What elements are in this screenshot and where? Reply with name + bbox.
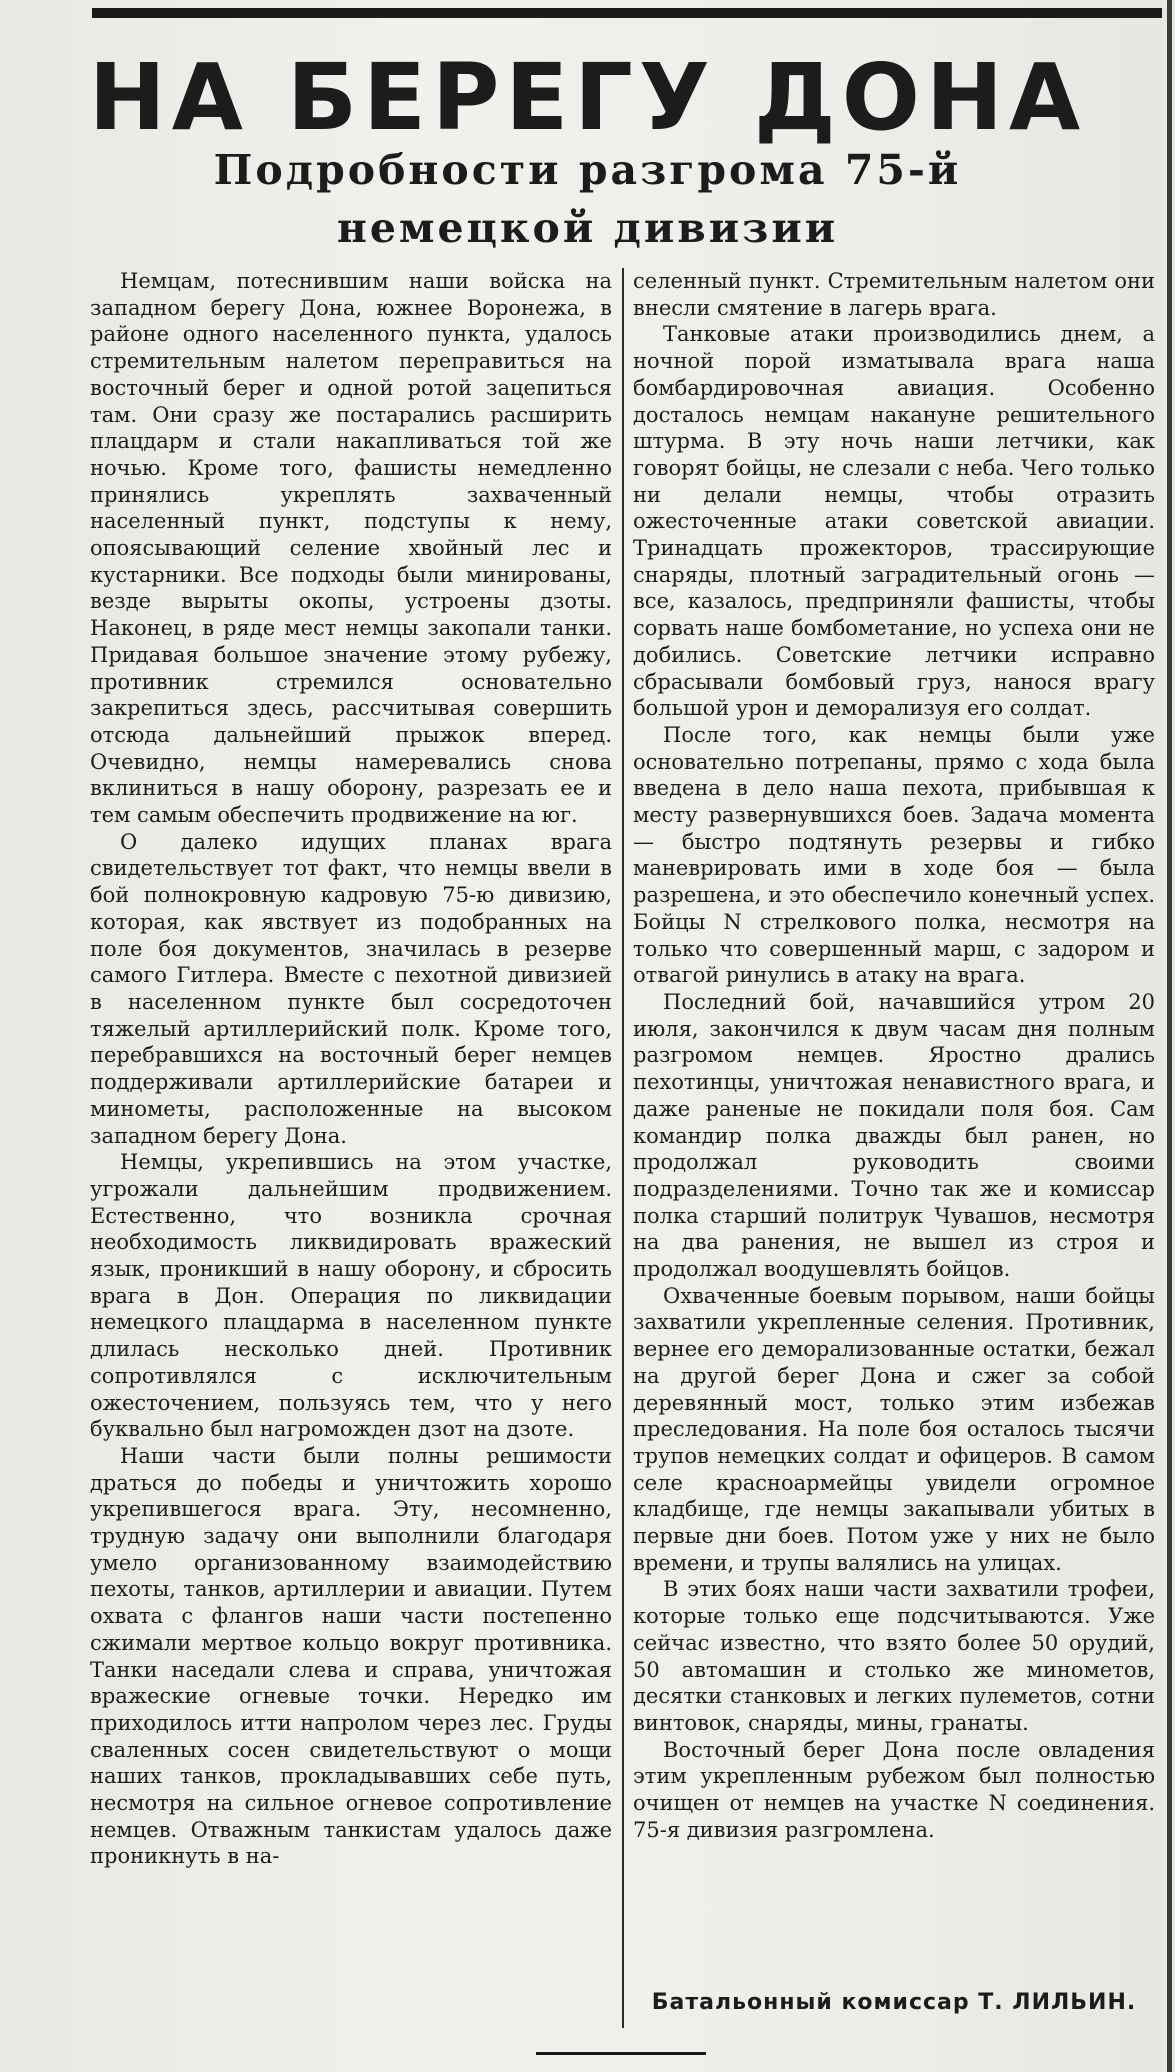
paragraph: О далеко идущих планах врага свидетельствует тот факт, что немцы ввели в бой полнокровную кадровую 75-ю дивизию, которая, как явствует из подобранных на поле боя документов, значилась в резерве самого Гитлера. Вместе с пехотной дивизией в населенном пункте был сосредоточен тяжелый артиллерийский полк. Кроме того, перебравшихся на восточный берег немцев поддерживали артиллерийские батареи и минометы, расположенные на высоком западном берегу Дона.	[90, 829, 612, 1148]
right-text-column	[633, 268, 1155, 1843]
author-signature: Батальонный комиссар Т. ЛИЛЬИН.	[651, 1990, 1137, 2015]
paragraph: Охваченные боевым порывом, наши бойцы захватили укрепленные селения. Противник, вернее его деморализованные остатки, бежал на другой берег Дона и сжег за собой деревянный мост, только этим избежав преследования. На поле боя осталось тысячи трупов немецких солдат и офицеров. В самом селе красноармейцы увидели огромное кладбище, где немцы закапывали убитых в первые дни боев. Потом уже у них не было времени, и трупы валялись на улицах.	[633, 1283, 1155, 1575]
article-subheadline-line-2: немецкой дивизии	[336, 204, 839, 252]
paragraph-continuation: селенный пункт. Стремительным налетом они внесли смятение в лагерь врага.	[633, 269, 1155, 320]
article-headline: НА БЕРЕГУ ДОНА	[88, 44, 1087, 151]
paragraph: После того, как немцы были уже основательно потрепаны, прямо с хода была введена в дело наша пехота, прибывшая к месту развернувшихся боев. Задача момента — быстро подтянуть резервы и гибко маневрировать ими в ходе боя — была разрешена, и это обеспечило конечный успех. Бойцы N стрелкового полка, несмотря на только что совершенный марш, с задором и отвагой ринулись в атаку на врага.	[633, 722, 1155, 988]
paragraph: Немцы, укрепившись на этом участке, угрожали дальнейшим продвижением. Естественно, что возникла срочная необходимость ликвидировать вражеский язык, проникший в нашу оборону, и сбросить врага в Дон. Операция по ликвидации немецкого плацдарма в населенном пункте длилась несколько дней. Противник сопротивлялся с исключительным ожесточением, пользуясь тем, что у него буквально был нагроможден дзот на дзоте.	[90, 1150, 612, 1442]
paragraph: Восточный берег Дона после овладения этим укрепленным рубежом был полностью очищен от немцев на участке N соединения. 75-я дивизия разгромлена.	[633, 1737, 1155, 1842]
left-text-column	[90, 268, 612, 1870]
paragraph: Танковые атаки производились днем, а ночной порой изматывала врага наша бомбардировочная авиация. Особенно досталось немцам накануне решительного штурма. В эту ночь наши летчики, как говорят бойцы, не слезали с неба. Чего только ни делали немцы, чтобы отразить ожесточенные атаки советской авиации. Тринадцать прожекторов, трассирующие снаряды, плотный заградительный огонь — все, казалось, предприняли фашисты, чтобы сорвать наше бомбометание, но успеха они не добились. Советские летчики исправно сбрасывали бомбовый груз, нанося врагу большой урон и деморализуя его солдат.	[633, 322, 1155, 721]
paragraph: Последний бой, начавшийся утром 20 июля, закончился к двум часам дня полным разгромом немцев. Яростно дрались пехотинцы, уничтожая ненавистного врага, и даже раненые не покидали поля боя. Сам командир полка дважды был ранен, но продолжал руководить своими подразделениями. Точно так же и комиссар полка старший политрук Чувашов, несмотря на два ранения, не вышел из строя и продолжал воодушевлять бойцов.	[633, 989, 1155, 1282]
bottom-rule	[536, 2052, 706, 2055]
paragraph: Наши части были полны решимости драться до победы и уничтожить хорошо укрепившегося врага. Эту, несомненно, трудную задачу они выполнили благодаря умело организованному взаимодействию пехоты, танков, артиллерии и авиации. Путем охвата с флангов наши части постепенно сжимали мертвое кольцо вокруг противника. Танки наседали слева и справа, уничтожая вражеские огневые точки. Нередко им приходилось итти напролом через лес. Груды сваленных сосен свидетельствуют о мощи наших танков, прокладывавших себе путь, несмотря на сильное огневое сопротивление немцев. Отважным танкистам удалось даже проникнуть в на-	[90, 1443, 612, 1869]
right-border-rule	[1167, 0, 1172, 2072]
article-subheadline-line-1: Подробности разгрома 75-й	[213, 146, 962, 194]
column-divider	[622, 268, 624, 2028]
paragraph: В этих боях наши части захватили трофеи, которые только еще подсчитываются. Уже сейчас известно, что взято более 50 орудий, 50 автомашин и столько же минометов, десятки станковых и легких пулеметов, сотни винтовок, снаряды, мины, гранаты.	[633, 1577, 1155, 1735]
top-border-rule	[92, 8, 1162, 18]
paragraph: Немцам, потеснившим наши войска на западном берегу Дона, южнее Воронежа, в районе одного населенного пункта, удалось стремительным налетом переправиться на восточный берег и одной ротой зацепиться там. Они сразу же постарались расширить плацдарм и стали накапливаться той же ночью. Кроме того, фашисты немедленно принялись укреплять захваченный населенный пункт, подступы к нему, опоясывающий селение хвойный лес и кустарники. Все подходы были минированы, везде вырыты окопы, устроены дзоты. Наконец, в ряде мест немцы закопали танки. Придавая большое значение этому рубежу, противник стремился основательно закрепиться здесь, рассчитывая совершить отсюда дальнейший прыжок вперед. Очевидно, немцы намеревались снова вклиниться в нашу оборону, разрезать ее и тем самым обеспечить продвижение на юг.	[90, 269, 612, 828]
